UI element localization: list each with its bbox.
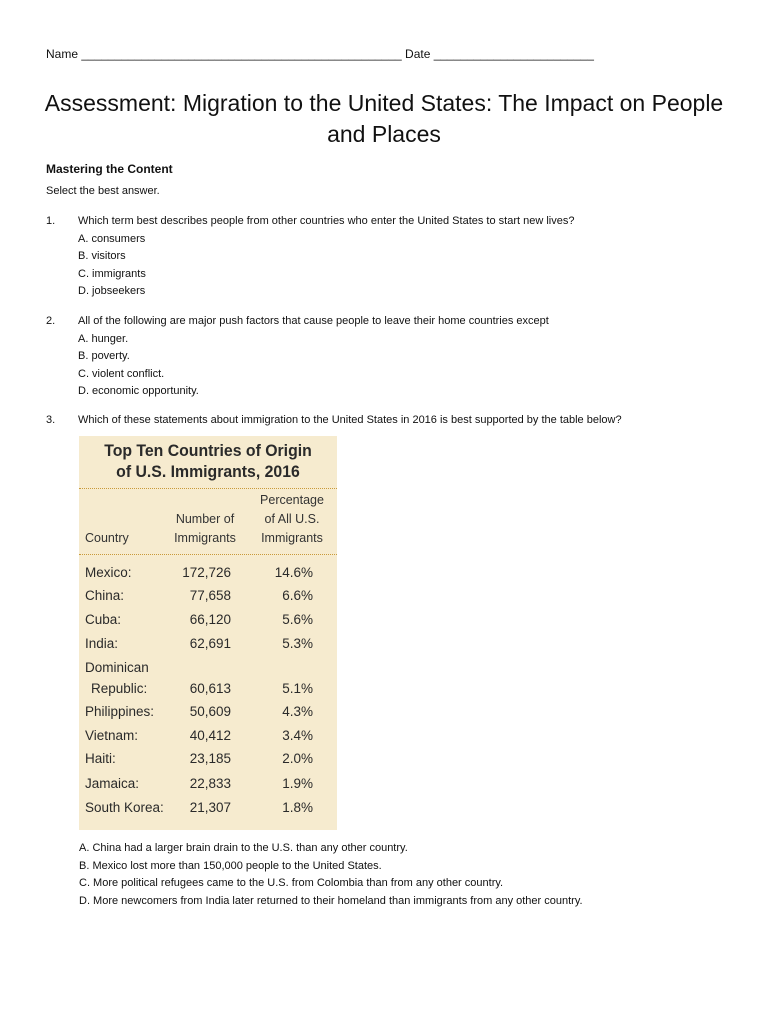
cell-country: South Korea:	[85, 800, 164, 815]
cell-percentage: 3.4%	[282, 728, 313, 743]
question-number: 1.	[46, 215, 56, 227]
cell-country: Philippines:	[85, 704, 155, 719]
answer-option: D. economic opportunity.	[78, 385, 199, 397]
cell-country: Republic:	[91, 681, 148, 696]
cell-number: 40,412	[189, 728, 231, 743]
cell-percentage: 4.3%	[282, 704, 313, 719]
answer-option: A. China had a larger brain drain to the U.S. than any other country.	[79, 842, 408, 854]
question-number: 3.	[46, 414, 56, 426]
cell-number: 50,609	[189, 704, 231, 719]
table-divider	[79, 488, 337, 489]
answer-option: B. visitors	[78, 250, 126, 262]
answer-option: B. poverty.	[78, 350, 130, 362]
cell-country: Jamaica:	[85, 776, 140, 791]
cell-country: Vietnam:	[85, 728, 139, 743]
cell-percentage: 1.9%	[282, 776, 313, 791]
cell-percentage: 5.6%	[282, 612, 313, 627]
cell-percentage: 5.3%	[282, 636, 313, 651]
column-header-percentage	[253, 491, 331, 548]
cell-number: 23,185	[189, 751, 231, 766]
cell-number: 172,726	[182, 565, 231, 580]
cell-country: Cuba:	[85, 612, 122, 627]
cell-country: Mexico:	[85, 565, 132, 580]
question-number: 2.	[46, 315, 56, 327]
question-3-options	[79, 840, 583, 910]
answer-option: D. More newcomers from India later returned to their homeland than immigrants from any other country.	[79, 894, 583, 907]
answer-option: A. consumers	[78, 232, 146, 245]
page-title: Assessment: Migration to the United States: The Impact on People and Places	[44, 90, 724, 147]
cell-country: India:	[85, 636, 119, 651]
header-line: Percentage	[260, 493, 324, 507]
answer-option: B. Mexico lost more than 150,000 people to the United States.	[79, 859, 382, 872]
cell-number: 21,307	[189, 800, 231, 815]
table-title-line: of U.S. Immigrants, 2016	[116, 462, 300, 481]
answer-option: D. jobseekers	[78, 285, 146, 297]
section-heading: Mastering the Content	[46, 162, 173, 176]
header-line: Immigrants	[261, 531, 323, 545]
instructions: Select the best answer.	[46, 185, 160, 197]
answer-option: A. hunger.	[78, 332, 129, 345]
cell-country: Dominican	[85, 660, 149, 675]
answer-option: C. More political refugees came to the U.S. from Colombia than from any other country.	[79, 877, 504, 889]
cell-country: Haiti:	[85, 751, 116, 766]
cell-percentage: 1.8%	[282, 800, 313, 815]
header-line: Number of	[175, 512, 235, 526]
answer-option: C. immigrants	[78, 267, 146, 280]
cell-country: China:	[85, 588, 125, 603]
cell-percentage: 6.6%	[282, 588, 313, 603]
cell-percentage: 5.1%	[282, 681, 313, 696]
cell-number: 77,658	[189, 588, 231, 603]
cell-number: 62,691	[189, 636, 231, 651]
column-header-country: Country	[85, 531, 129, 545]
question-text: Which term best describes people from other countries who enter the United States to start new lives?	[78, 215, 575, 227]
header-line: of All U.S.	[264, 512, 320, 526]
answer-option: C. violent conflict.	[78, 367, 165, 380]
column-header-number	[169, 510, 241, 548]
cell-percentage: 2.0%	[282, 751, 313, 766]
table-divider	[79, 554, 337, 555]
header-line: Immigrants	[174, 531, 236, 545]
name-date-line: Name ________________________________________________ Date ________________________	[46, 47, 594, 61]
immigration-table	[79, 436, 337, 830]
cell-number: 66,120	[189, 612, 231, 627]
cell-number: 60,613	[189, 681, 231, 696]
cell-number: 22,833	[189, 776, 231, 791]
table-title	[88, 440, 328, 482]
table-title-line: Top Ten Countries of Origin	[104, 441, 312, 460]
question-text: All of the following are major push factors that cause people to leave their home countries except	[78, 315, 549, 327]
question-text: Which of these statements about immigration to the United States in 2016 is best supported by the table below?	[78, 414, 622, 426]
cell-percentage: 14.6%	[274, 565, 313, 580]
